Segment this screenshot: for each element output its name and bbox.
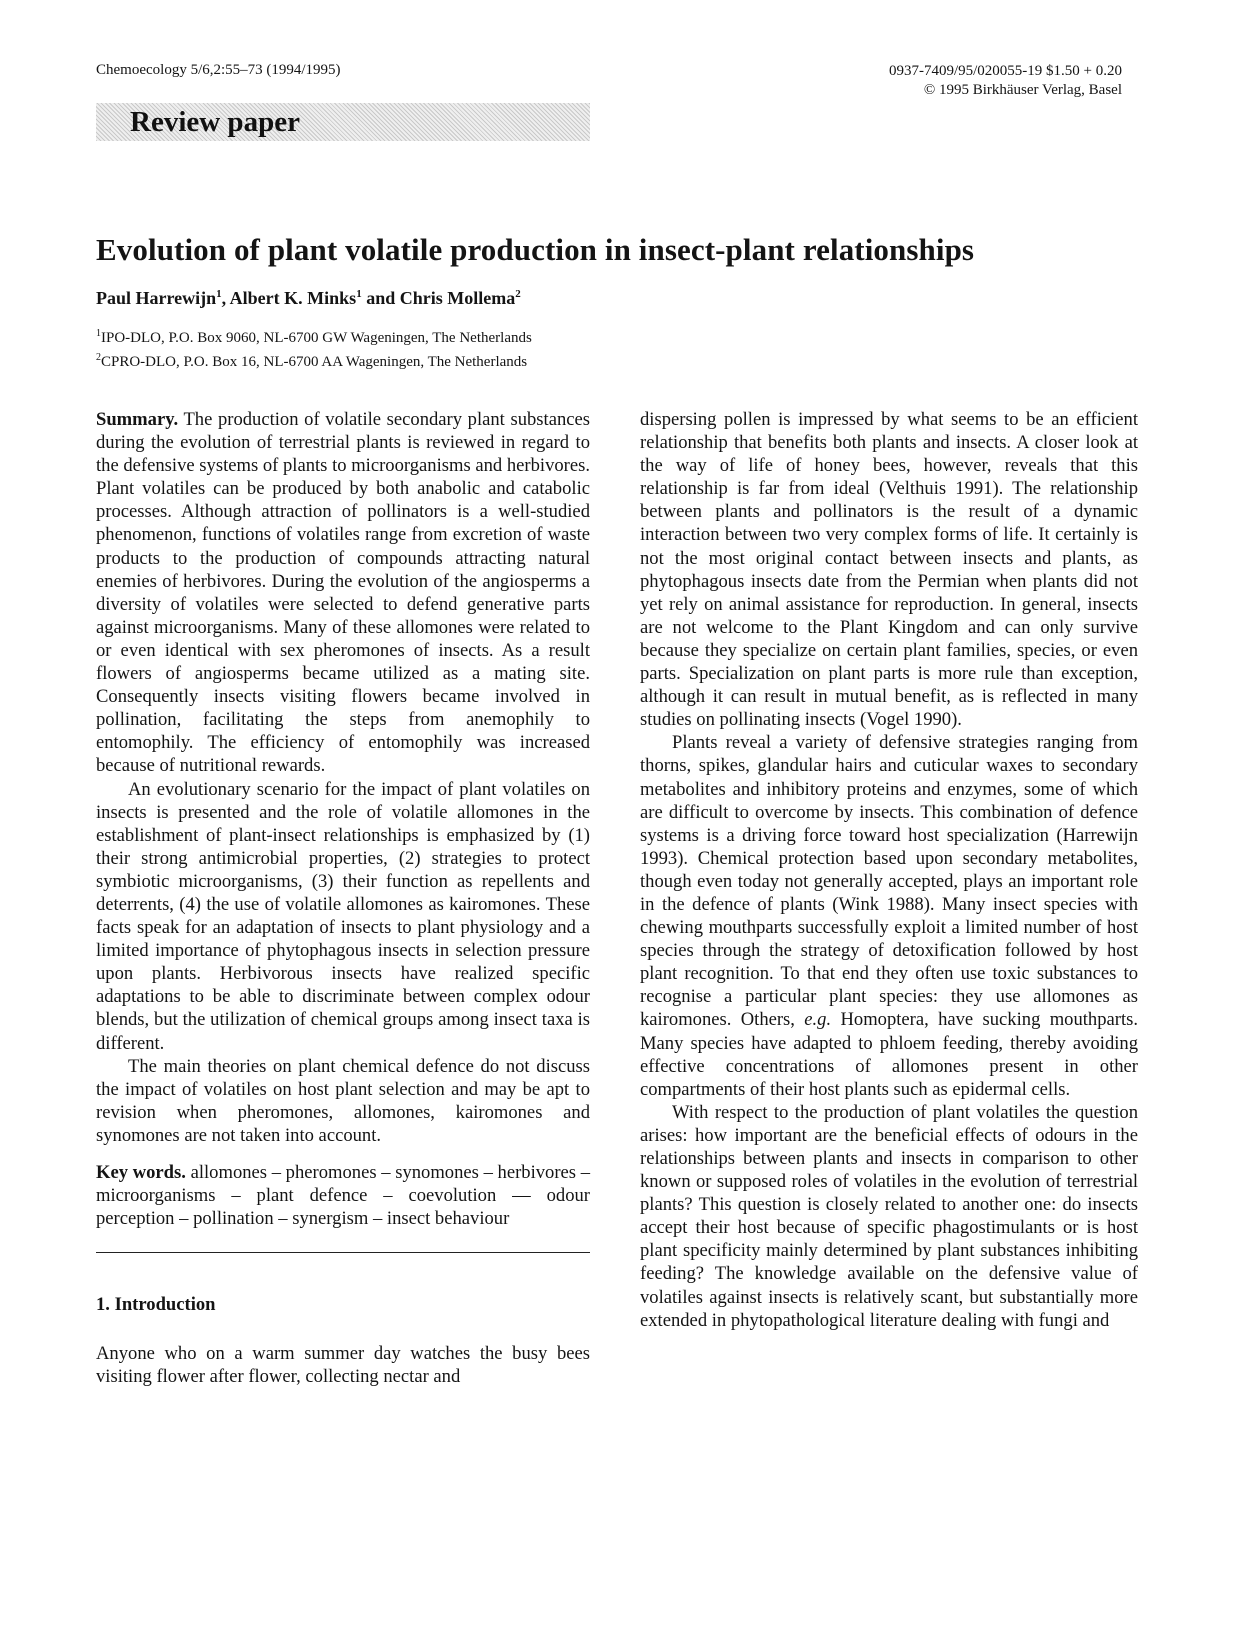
summary-paragraph: An evolutionary scenario for the impact of plant volatiles on insects is presented and the role of volatile allomones in the establishment of plant-insect relationships is emphasized by (1) their strong antimicrobial properties, (2) strategies to protect symbiotic microorganisms, (3) their function as repellents and deterrents, (4) the use of volatile allomones as kairomones. These facts speak for an adaptation of insects to plant physiology and a limited importance of phytophagous insects in selection pressure upon plants. Herbivorous insects have realized specific adaptations to be able to discriminate between complex odour blends, but the utilization of chemical groups among insect taxa is different. <box>96 778 590 1054</box>
affiliation <box>96 324 532 348</box>
summary-label: Summary. <box>96 409 179 430</box>
author-name: Albert K. Minks <box>229 288 357 308</box>
author-name: Paul Harrewijn <box>96 288 217 308</box>
summary-paragraph <box>96 408 590 778</box>
publication-info <box>889 62 1122 100</box>
author-separator: , <box>221 288 230 308</box>
italic-abbreviation: e.g. <box>804 1009 832 1031</box>
author-list <box>96 288 521 309</box>
keywords-text: allomones – pheromones – synomones – herbivores – microorganisms – plant defence – coevolution — odour perception – pollination – synergism – insect behaviour <box>96 1162 590 1230</box>
affiliation-mark: 2 <box>96 352 101 363</box>
affiliation-text: CPRO-DLO, P.O. Box 16, NL-6700 AA Wageningen, The Netherlands <box>101 354 528 370</box>
left-column <box>96 408 590 1389</box>
author-affiliation-mark: 1 <box>216 288 222 300</box>
affiliation-list <box>96 324 532 372</box>
keywords-label: Key words. <box>96 1162 186 1183</box>
issn-price: 0937-7409/95/020055-19 $1.50 + 0.20 <box>888 63 1122 79</box>
body-paragraph <box>640 731 1138 1101</box>
affiliation <box>96 348 532 372</box>
author-affiliation-mark: 2 <box>515 288 521 300</box>
section-divider <box>96 1252 590 1253</box>
body-paragraph: With respect to the production of plant volatiles the question arises: how important are the beneficial effects of odours in the relationships between plants and insects in comparison to other known or supposed roles of volatiles in the evolution of terrestrial plants? This question is closely related to another one: do insects accept their host because of specific phagostimulants or is host plant specificity mainly determined by plant substances inhibiting feeding? The knowledge available on the defensive value of volatiles against insects is relatively scant, but substantially more extended in phytopathological literature dealing with fungi and <box>640 1101 1138 1331</box>
body-paragraph: Anyone who on a warm summer day watches the busy bees visiting flower after flower, collecting nectar and <box>96 1343 590 1388</box>
right-column <box>640 408 1138 1332</box>
body-text: Plants reveal a variety of defensive strategies ranging from thorns, spikes, glandular hairs and cuticular waxes to secondary metabolites and inhibitory proteins and enzymes, some of which are difficult to overcome by insects. This combination of defence systems is a driving force toward host specialization (Harrewijn 1993). Chemical protection based upon secondary metabolites, though even today not generally accepted, plays an important role in the defence of plants (Wink 1988). Many insect species with chewing mouthparts successfully exploit a limited number of host species through the strategy of detoxification followed by host plant recognition. To that end they often use toxic substances to recognise a particular plant species: they use allomones as kairomones. Others, <box>640 732 1138 1031</box>
summary-text: The production of volatile secondary plant substances during the evolution of terrestrial plants is reviewed in regard to the defensive systems of plants to microorganisms and herbivores. Plant volatiles can be produced by both anabolic and catabolic processes. Although attraction of pollinators is a well-studied phenomenon, functions of volatiles range from excretion of waste products to the production of compounds attracting natural enemies of herbivores. During the evolution of the angiosperms a diversity of volatiles were selected to defend generative parts against microorganisms. Many of these allomones were related to or even identical with sex pheromones of insects. As a result flowers of angiosperms became utilized as a mating site. Consequently insects visiting flowers became involved in pollination, facilitating the steps from anemophily to entomophily. The efficiency of entomophily was increased because of nutritional rewards. <box>96 409 590 777</box>
copyright-notice: © 1995 Birkhäuser Verlag, Basel <box>923 82 1122 98</box>
body-text: Homoptera, have sucking mouthparts. Many species have adapted to phloem feeding, thereby avoiding effective concentrations of allomones present in other compartments of their host plants such as epidermal cells. <box>640 1009 1138 1100</box>
author-separator: and <box>361 288 400 308</box>
article-title: Evolution of plant volatile production in insect-plant relationships <box>96 232 975 267</box>
article-type-banner <box>96 103 590 141</box>
section-heading: 1. Introduction <box>96 1294 216 1316</box>
keywords-paragraph <box>96 1161 590 1230</box>
author-affiliation-mark: 1 <box>356 288 362 300</box>
affiliation-mark: 1 <box>96 328 101 339</box>
body-paragraph: dispersing pollen is impressed by what seems to be an efficient relationship that benefits both plants and insects. A closer look at the way of life of honey bees, however, reveals that this relationship is far from ideal (Velthuis 1991). The relationship between plants and pollinators is the result of a dynamic interaction between two very complex forms of life. It certainly is not the most original contact between insects and plants, as phytophagous insects date from the Permian when plants did not yet rely on animal assistance for reproduction. In general, insects are not welcome to the Plant Kingdom and can only survive because they specialize on certain plant families, species, or even parts. Specialization on plant parts is more rule than exception, although it can result in mutual benefit, as is reflected in many studies on pollinating insects (Vogel 1990). <box>640 409 1138 731</box>
summary-paragraph: The main theories on plant chemical defence do not discuss the impact of volatiles on host plant selection and may be apt to revision when pheromones, allomones, kairomones and synomones are not taken into account. <box>96 1055 590 1146</box>
article-type-label: Review paper <box>130 106 300 138</box>
journal-citation: Chemoecology 5/6,2:55–73 (1994/1995) <box>96 62 341 78</box>
author-name: Chris Mollema <box>399 288 516 308</box>
affiliation-text: IPO-DLO, P.O. Box 9060, NL-6700 GW Wageningen, The Netherlands <box>101 330 532 346</box>
